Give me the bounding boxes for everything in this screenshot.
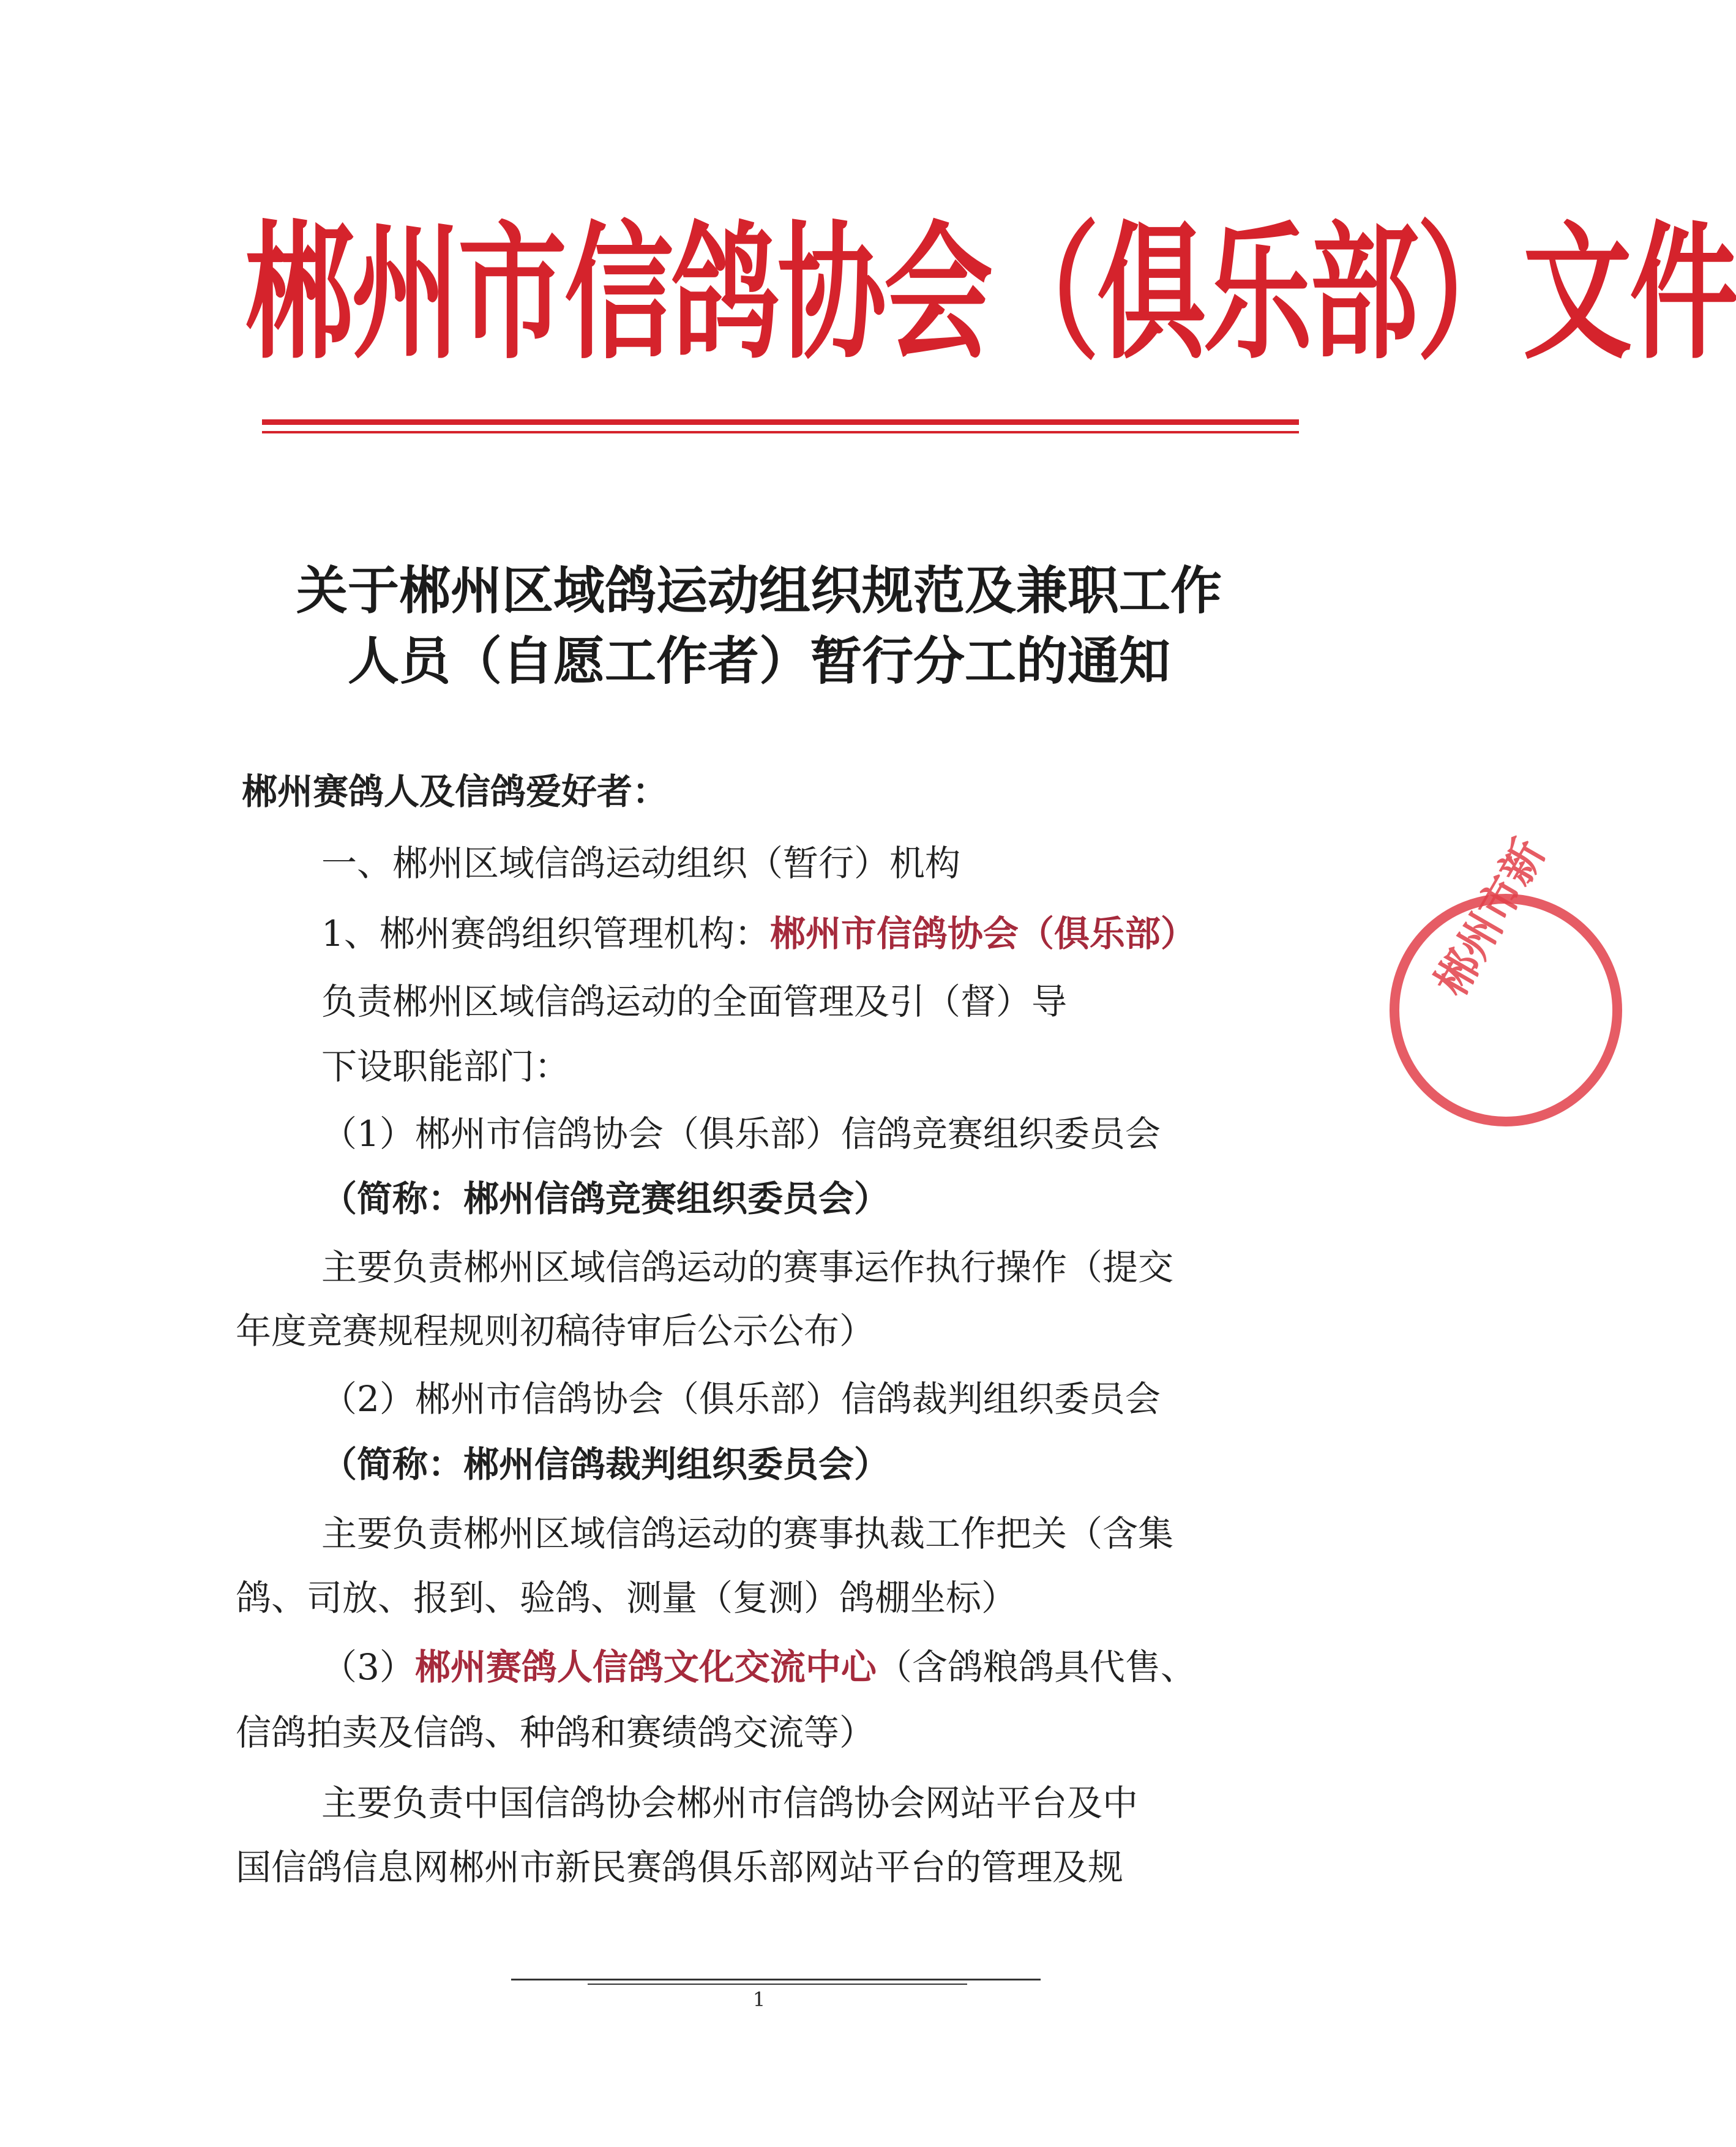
dept-1-short-name: （简称：郴州信鸽竞赛组织委员会） xyxy=(321,1178,890,1220)
seal-text: 郴州市新 xyxy=(1426,831,1555,1005)
dept-3-line xyxy=(321,1643,1196,1692)
section-1-heading: 一、郴州区域信鸽运动组织（暂行）机构 xyxy=(321,842,961,884)
item-1-prefix: 1、郴州赛鸽组织管理机构： xyxy=(321,913,770,954)
dept-1-desc-line2: 年度竞赛规程规则初稿待审后公示公布） xyxy=(236,1310,875,1352)
dept-3-desc-line1: 主要负责中国信鸽协会郴州市信鸽协会网站平台及中 xyxy=(321,1782,1139,1824)
dept-3-prefix: （3） xyxy=(321,1646,415,1688)
dept-3-suffix: （含鸽粮鸽具代售、 xyxy=(876,1646,1196,1688)
notice-title-line1: 关于郴州区域鸽运动组织规范及兼职工作 xyxy=(296,561,1222,621)
document-header-title: 郴州市信鸽协会（俱乐部）文件 xyxy=(245,208,1736,380)
salutation: 郴州赛鸽人及信鸽爱好者： xyxy=(242,771,668,812)
footer-rule-secondary xyxy=(588,1984,967,1985)
item-1-subheading: 下设职能部门： xyxy=(321,1046,571,1087)
item-1-org-highlight: 郴州市信鸽协会（俱乐部） xyxy=(769,913,1196,954)
dept-2-name: （2）郴州市信鸽协会（俱乐部）信鸽裁判组织委员会 xyxy=(321,1378,1161,1420)
dept-2-short-name: （简称：郴州信鸽裁判组织委员会） xyxy=(321,1444,890,1485)
header-rule-thin xyxy=(262,431,1299,433)
dept-2-desc-line2: 鸽、司放、报到、验鸽、测量（复测）鸽棚坐标） xyxy=(236,1577,1017,1619)
item-1-line xyxy=(321,909,1196,958)
dept-1-desc-line1: 主要负责郴州区域信鸽运动的赛事运作执行操作（提交 xyxy=(321,1246,1174,1288)
dept-2-desc-line1: 主要负责郴州区域信鸽运动的赛事执裁工作把关（含集 xyxy=(321,1513,1174,1554)
dept-1-name: （1）郴州市信鸽协会（俱乐部）信鸽竞赛组织委员会 xyxy=(321,1113,1161,1155)
dept-3-name-highlight: 郴州赛鸽人信鸽文化交流中心 xyxy=(414,1646,877,1688)
header-rule-thick xyxy=(262,419,1299,425)
dept-3-desc-line2: 国信鸽信息网郴州市新民赛鸽俱乐部网站平台的管理及规 xyxy=(236,1846,1124,1888)
notice-title-line2: 人员（自愿工作者）暂行分工的通知 xyxy=(347,631,1170,691)
footer-rule xyxy=(511,1979,1041,1980)
dept-3-line2: 信鸽拍卖及信鸽、种鸽和赛绩鸽交流等） xyxy=(236,1712,875,1753)
page-number: 1 xyxy=(752,1988,766,2011)
item-1-description: 负责郴州区域信鸽运动的全面管理及引（督）导 xyxy=(321,981,1068,1022)
